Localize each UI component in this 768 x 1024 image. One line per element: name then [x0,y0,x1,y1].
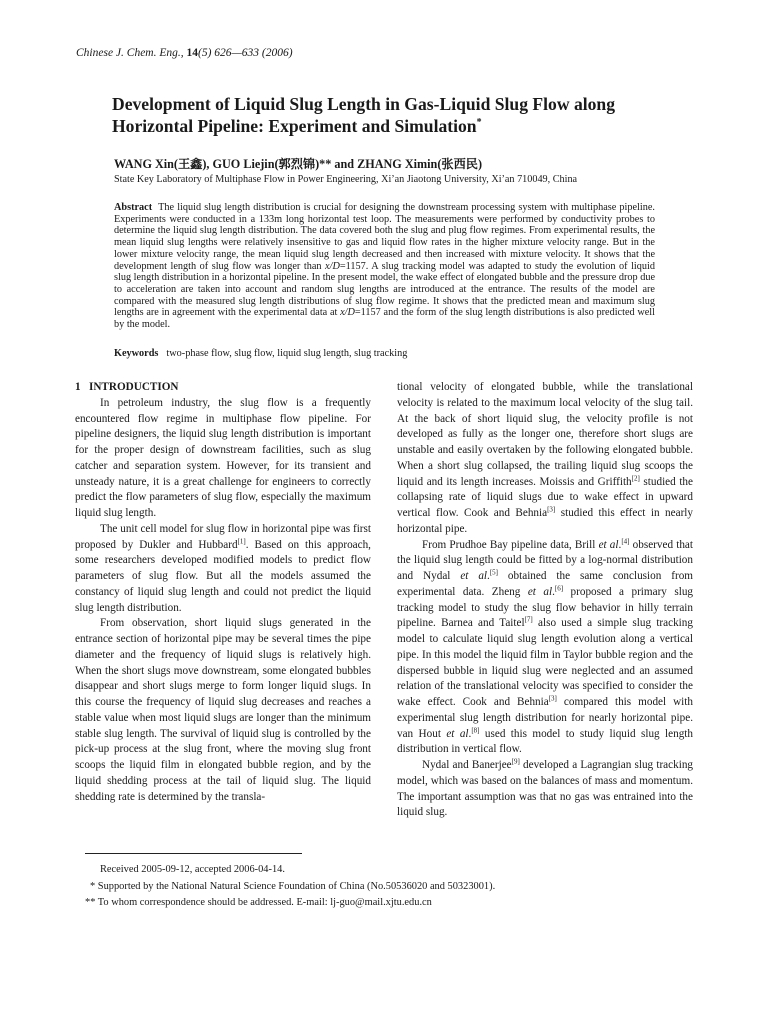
footnote-received: Received 2005-09-12, accepted 2006-04-14. [100,864,285,875]
footnote-divider [85,853,302,854]
paragraph: The unit cell model for slug flow in horizontal pipe was first proposed by Dukler and Hubbard[1]. Based on this approach, some researchers developed modified models to predict flow parameters of slug flow. But all the models assumed the constancy of liquid slug length and could not predict the liquid slug length distribution. [75,522,371,614]
journal-issue-pages: (5) 626—633 (2006) [198,47,293,59]
citation-ref[interactable]: [7] [524,615,533,624]
citation-ref[interactable]: [8] [471,725,480,734]
journal-name: Chinese J. Chem. Eng. [76,47,181,59]
citation-ref[interactable]: [6] [554,584,564,593]
keywords [114,348,655,359]
footnote-correspondence: ** To whom correspondence should be addressed. E-mail: lj-guo@mail.xjtu.edu.cn [85,897,432,908]
paragraph: tional velocity of elongated bubble, while the translational velocity is related to the maximum local velocity of the slug tail. At the back of short liquid slug, the velocity profile is not developed as fully as the longer one, therefore short slugs are unstable and easily overtaken by the following elongated bubble. When a short slug collapsed, the trailing liquid slug scoops the liquid and its length increases. Moissis and Griffith[2] studied the collapsing rate of liquid slugs due to wake effect in upward vertical flow. Cook and Behnia[3] studied this effect in nearly horizontal pipe. [397,381,694,535]
citation-ref[interactable]: [1] [237,536,246,545]
journal-citation: Chinese J. Chem. Eng., 14(5) 626—633 (2006) [76,47,293,59]
citation-ref[interactable]: [9] [511,757,520,766]
title-line-2: Horizontal Pipeline: Experiment and Simulation* [112,116,482,136]
paragraph: From Prudhoe Bay pipeline data, Brill et al.[4] observed that the liquid slug length could be fitted by a log-normal distribution and Nydal et al.[5] obtained the same conclusion from experimental data. Zheng et al.[6] proposed a primary slug tracking model to study the slug flow behavior in hilly terrain pipeline. Barnea and Taitel[7] also used a simple slug tracking model to calculate liquid slug length evolution along a vertical pipe. In this model the liquid film in Taylor bubble region and the dispersed bubble in liquid slug were neglected and an assumed relation of the translational velocity was specified to consider the wake effect. Cook and Behnia[3] compared this model with experimental slug length distribution for nearly horizontal pipe. van Hout et al.[8] used this model to study liquid slug length distribution in vertical flow. [397,536,694,756]
citation-ref[interactable]: [3] [548,694,557,703]
title-footnote-mark: * [476,117,482,129]
footnotes [85,862,495,912]
abstract: Abstract The liquid slug length distribution is crucial for designing the downstream processing system with multiphase pipeline. Experiments were conducted in a 133m long horizontal test loop. The measurements were performed by conductivity probes to determine the liquid slug length distribution. The data covered both the slug and plug flow regimes. From experimental results, the mean liquid slug lengths were relatively insensitive to gas and liquid flow rates in the higher mixture velocity range. But in the lower mixture velocity range, the mean liquid slug length decreased and then increased with mixture velocity. It shows that the development length of slug flow was longer than x/D=1157. A slug tracking model was adapted to study the evolution of liquid slug length distribution in a horizontal pipeline. In the present model, the wake effect of elongated bubble and the pressure drop due to acceleration are taken into account and random slug lengths are introduced at the entrance. The results of the model are compared with the measured slug length distributions of slug flow regime. It shows that the predicted mean and maximum slug lengths are in agreement with the experimental data at x/D=1157 and the form of the slug length distributions is also predicted well by the model. [114,202,656,331]
paragraph: From observation, short liquid slugs generated in the entrance section of horizontal pipe may be several times the pipe diameter and the frequency of liquid slugs is relatively high. When the short slugs move downstream, some elongated bubbles disappear and short slugs merge to form longer liquid slugs. In this course the frequency of liquid slug decreases and reaches a stable value when most liquid slugs are longer than the minimum stable slug length. The survival of liquid slug is controlled by the pick-up process at the slug front, where the moving slug front scoops the liquid film in elongated bubble region, and by the liquid shedding process at the tail of liquid slug. The liquid shedding rate is determined by the transla- [75,617,371,803]
paragraph: Nydal and Banerjee[9] developed a Lagrangian slug tracking model, which was based on the balances of mass and momentum. The important assumption was that no gas was entrained into the liquid slug. [397,757,694,819]
author-list: WANG Xin(王鑫), GUO Liejin(郭烈锦)** and ZHANG Ximin(张西民) [114,157,483,171]
body-column-left [75,380,371,805]
body-column-right [397,380,693,821]
citation-ref[interactable]: [3] [547,505,556,514]
paragraph: In petroleum industry, the slug flow is a frequently encountered flow regime in multiphase flow pipeline. For pipeline designers, the liquid slug length distribution is important for the proper design of downstream facilities, such as slug catcher and separation system. However, for its transient and unsteady nature, it is a great challenge for engineers to correctly predict the flow parameters of slug flow, especially the maximum liquid slug length. [75,396,371,519]
abstract-label: Abstract [114,202,153,213]
citation-ref[interactable]: [4] [621,536,630,545]
footnote-support: * Supported by the National Natural Science Foundation of China (No.50536020 and 50323001). [90,880,496,892]
keywords-text: two-phase flow, slug flow, liquid slug length, slug tracking [166,348,408,359]
keywords-label: Keywords [114,348,159,359]
citation-ref[interactable]: [2] [631,473,640,482]
paper-title [112,93,672,137]
journal-volume: 14 [186,47,199,59]
section-heading: 1 INTRODUCTION [75,381,179,393]
affiliation: State Key Laboratory of Multiphase Flow in Power Engineering, Xi’an Jiaotong University, Xi’an 710049, China [114,174,578,185]
citation-ref[interactable]: [5] [489,568,499,577]
title-line-1: Development of Liquid Slug Length in Gas-Liquid Slug Flow along [112,94,616,114]
